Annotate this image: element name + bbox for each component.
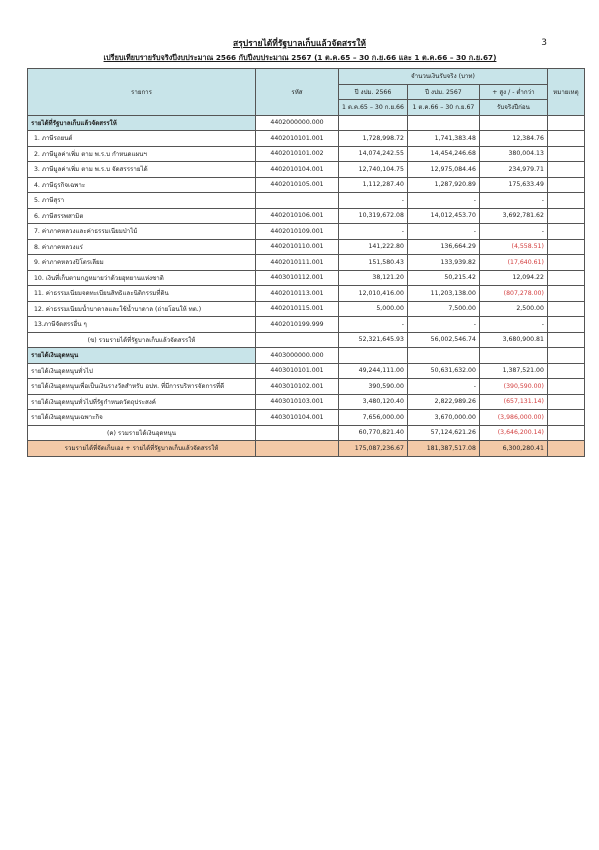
- row-label: 1. ภาษีรถยนต์: [28, 131, 256, 147]
- row-diff: -: [479, 317, 547, 333]
- row-code: 4402010199.999: [256, 317, 339, 333]
- subtotal-2567: 57,124,621.26: [407, 425, 479, 441]
- row-code: 4402010110.001: [256, 239, 339, 255]
- row-diff: 175,633.49: [479, 177, 547, 193]
- row-2567: 14,454,246.68: [407, 146, 479, 162]
- row-2566: 3,480,120.40: [339, 394, 408, 410]
- row-label: 2. ภาษีมูลค่าเพิ่ม ตาม พ.ร.บ กำหนดแผนฯ: [28, 146, 256, 162]
- row-note: [547, 270, 584, 286]
- row-code: 4402010109.001: [256, 224, 339, 240]
- row-2567: 3,670,000.00: [407, 410, 479, 426]
- row-label: 7. ค่าภาคหลวงและค่าธรรมเนียมป่าไม้: [28, 224, 256, 240]
- row-label: 4. ภาษีธุรกิจเฉพาะ: [28, 177, 256, 193]
- section-header-row: [28, 115, 585, 131]
- revenue-table: [27, 68, 585, 457]
- header-period-2567: 1 ต.ค.66 – 30 ก.ย.67: [407, 100, 479, 116]
- table-row: [28, 255, 585, 271]
- row-diff: 3,692,781.62: [479, 208, 547, 224]
- row-note: [547, 394, 584, 410]
- row-note: [547, 363, 584, 379]
- row-code: 4402010101.002: [256, 146, 339, 162]
- subtotal-2566: 52,321,645.93: [339, 332, 408, 348]
- table-row: [28, 286, 585, 302]
- row-diff: (390,590.00): [479, 379, 547, 395]
- table-row: [28, 363, 585, 379]
- row-label: 6. ภาษีสรรพสามิต: [28, 208, 256, 224]
- table-row: [28, 208, 585, 224]
- row-code: [256, 193, 339, 209]
- row-code: 4402010113.001: [256, 286, 339, 302]
- row-2567: 50,215.42: [407, 270, 479, 286]
- row-diff: -: [479, 224, 547, 240]
- row-label: 5. ภาษีสุรา: [28, 193, 256, 209]
- row-2566: 141,222.80: [339, 239, 408, 255]
- table-row: [28, 317, 585, 333]
- row-2567: 136,664.29: [407, 239, 479, 255]
- row-label: รายได้เงินอุดหนุนเพื่อเป็นเงินรางวัลสำหรับ อปท. ที่มีการบริหารจัดการที่ดี: [28, 379, 256, 395]
- row-code: 4403010101.001: [256, 363, 339, 379]
- header-2566: ปี งปม. 2566: [339, 84, 408, 100]
- row-diff: (4,558.51): [479, 239, 547, 255]
- row-2566: 49,244,111.00: [339, 363, 408, 379]
- row-code: 4402010105.001: [256, 177, 339, 193]
- row-2566: 1,112,287.40: [339, 177, 408, 193]
- row-2566: 38,121.20: [339, 270, 408, 286]
- row-2567: 1,287,920.89: [407, 177, 479, 193]
- subtotal-row: [28, 425, 585, 441]
- table-row: [28, 379, 585, 395]
- subtotal-2567: 56,002,546.74: [407, 332, 479, 348]
- grand-total-label: รวมรายได้ที่จัดเก็บเอง + รายได้ที่รัฐบาลเก็บแล้วจัดสรรให้: [28, 441, 256, 457]
- row-code: 4402010115.001: [256, 301, 339, 317]
- row-label: 10. เงินที่เก็บตามกฎหมายว่าด้วยอุทยานแห่งชาติ: [28, 270, 256, 286]
- row-code: 4403010103.001: [256, 394, 339, 410]
- table-row: [28, 177, 585, 193]
- row-note: [547, 379, 584, 395]
- table-row: [28, 410, 585, 426]
- subtotal-2566: 60,770,821.40: [339, 425, 408, 441]
- row-2567: -: [407, 224, 479, 240]
- row-label: 3. ภาษีมูลค่าเพิ่ม ตาม พ.ร.บ จัดสรรรายได้: [28, 162, 256, 178]
- row-2567: 11,203,138.00: [407, 286, 479, 302]
- header-item: รายการ: [28, 69, 256, 116]
- row-2566: 12,740,104.75: [339, 162, 408, 178]
- row-diff: (657,131.14): [479, 394, 547, 410]
- row-2566: 7,656,000.00: [339, 410, 408, 426]
- header-2567: ปี งปม. 2567: [407, 84, 479, 100]
- row-note: [547, 410, 584, 426]
- row-label: รายได้เงินอุดหนุนทั่วไป: [28, 363, 256, 379]
- row-2566: 10,319,672.08: [339, 208, 408, 224]
- row-diff: (3,986,000.00): [479, 410, 547, 426]
- section-label: รายได้ที่รัฐบาลเก็บแล้วจัดสรรให้: [28, 115, 256, 131]
- row-diff: 12,384.76: [479, 131, 547, 147]
- row-2567: 50,631,632.00: [407, 363, 479, 379]
- row-diff: 2,500.00: [479, 301, 547, 317]
- row-code: 4402010104.001: [256, 162, 339, 178]
- subtotal-diff: (3,646,200.14): [479, 425, 547, 441]
- row-note: [547, 301, 584, 317]
- row-label: รายได้เงินอุดหนุนทั่วไปที่รัฐกำหนดวัตถุประสงค์: [28, 394, 256, 410]
- row-2567: 1,741,383.48: [407, 131, 479, 147]
- subtotal-row: [28, 332, 585, 348]
- row-2566: -: [339, 193, 408, 209]
- subtotal-label: (ข) รวมรายได้ที่รัฐบาลเก็บแล้วจัดสรรให้: [28, 332, 256, 348]
- row-note: [547, 239, 584, 255]
- row-label: รายได้เงินอุดหนุนเฉพาะกิจ: [28, 410, 256, 426]
- row-diff: 1,387,521.00: [479, 363, 547, 379]
- row-note: [547, 224, 584, 240]
- table-row: [28, 162, 585, 178]
- row-note: [547, 286, 584, 302]
- row-2567: 12,975,084.46: [407, 162, 479, 178]
- table-row: [28, 224, 585, 240]
- row-diff: (17,640.61): [479, 255, 547, 271]
- row-2566: 12,010,416.00: [339, 286, 408, 302]
- row-note: [547, 193, 584, 209]
- row-note: [547, 162, 584, 178]
- table-row: [28, 131, 585, 147]
- row-note: [547, 131, 584, 147]
- grand-total-2566: 175,087,236.67: [339, 441, 408, 457]
- table-row: [28, 239, 585, 255]
- row-2566: 14,074,242.55: [339, 146, 408, 162]
- row-2567: 14,012,453.70: [407, 208, 479, 224]
- subtotal-label: (ค) รวมรายได้เงินอุดหนุน: [28, 425, 256, 441]
- row-2567: -: [407, 379, 479, 395]
- row-note: [547, 255, 584, 271]
- row-2566: 390,590.00: [339, 379, 408, 395]
- section-code: 4402000000.000: [256, 115, 339, 131]
- row-2567: 133,939.82: [407, 255, 479, 271]
- row-note: [547, 208, 584, 224]
- row-2567: 2,822,989.26: [407, 394, 479, 410]
- row-label: 9. ค่าภาคหลวงปิโตรเลียม: [28, 255, 256, 271]
- document-subtitle: เปรียบเทียบรายรับจริงปีงบประมาณ 2566 กับปีงบประมาณ 2567 (1 ต.ค.65 – 30 ก.ย.66 และ 1 ต.ค.66 – 30 ก.ย.67): [103, 53, 497, 62]
- row-2567: -: [407, 193, 479, 209]
- row-code: 4403010104.001: [256, 410, 339, 426]
- row-diff: 234,979.71: [479, 162, 547, 178]
- row-label: 8. ค่าภาคหลวงแร่: [28, 239, 256, 255]
- row-code: 4402010101.001: [256, 131, 339, 147]
- row-code: 4403010102.001: [256, 379, 339, 395]
- row-code: 4403010112.001: [256, 270, 339, 286]
- grand-total-row: [28, 441, 585, 457]
- table-row: [28, 146, 585, 162]
- row-2566: 5,000.00: [339, 301, 408, 317]
- row-2566: -: [339, 224, 408, 240]
- row-diff: 380,004.13: [479, 146, 547, 162]
- table-row: [28, 394, 585, 410]
- header-diff-sub: รับจริงปีก่อน: [479, 100, 547, 116]
- section-label: รายได้เงินอุดหนุน: [28, 348, 256, 364]
- row-2566: 1,728,998.72: [339, 131, 408, 147]
- subtotal-diff: 3,680,900.81: [479, 332, 547, 348]
- row-2566: -: [339, 317, 408, 333]
- row-label: 11. ค่าธรรมเนียมจดทะเบียนสิทธิและนิติกรรมที่ดิน: [28, 286, 256, 302]
- header-code: รหัส: [256, 69, 339, 116]
- row-label: 12. ค่าธรรมเนียมน้ำบาดาลและใช้น้ำบาดาล (ถ่ายโอนให้ ทต.): [28, 301, 256, 317]
- table-row: [28, 193, 585, 209]
- row-2567: 7,500.00: [407, 301, 479, 317]
- row-note: [547, 146, 584, 162]
- section-header-row: [28, 348, 585, 364]
- table-row: [28, 301, 585, 317]
- header-diff: + สูง / - ต่ำกว่า: [479, 84, 547, 100]
- row-note: [547, 177, 584, 193]
- header-note: หมายเหตุ: [547, 69, 584, 116]
- row-label: 13.ภาษีจัดสรรอื่น ๆ: [28, 317, 256, 333]
- row-diff: 12,094.22: [479, 270, 547, 286]
- row-diff: -: [479, 193, 547, 209]
- header-amount-group: จำนวนเงินรับจริง (บาท): [339, 69, 548, 85]
- row-2567: -: [407, 317, 479, 333]
- page-number: 3: [541, 38, 547, 48]
- table-row: [28, 270, 585, 286]
- row-diff: (807,278.00): [479, 286, 547, 302]
- section-code: 4403000000.000: [256, 348, 339, 364]
- row-note: [547, 317, 584, 333]
- row-code: 4402010111.001: [256, 255, 339, 271]
- grand-total-2567: 181,387,517.08: [407, 441, 479, 457]
- header-row-1: [28, 69, 585, 85]
- row-code: 4402010106.001: [256, 208, 339, 224]
- grand-total-diff: 6,300,280.41: [479, 441, 547, 457]
- document-title: สรุปรายได้ที่รัฐบาลเก็บแล้วจัดสรรให้: [233, 39, 366, 49]
- row-2566: 151,580.43: [339, 255, 408, 271]
- header-period-2566: 1 ต.ค.65 – 30 ก.ย.66: [339, 100, 408, 116]
